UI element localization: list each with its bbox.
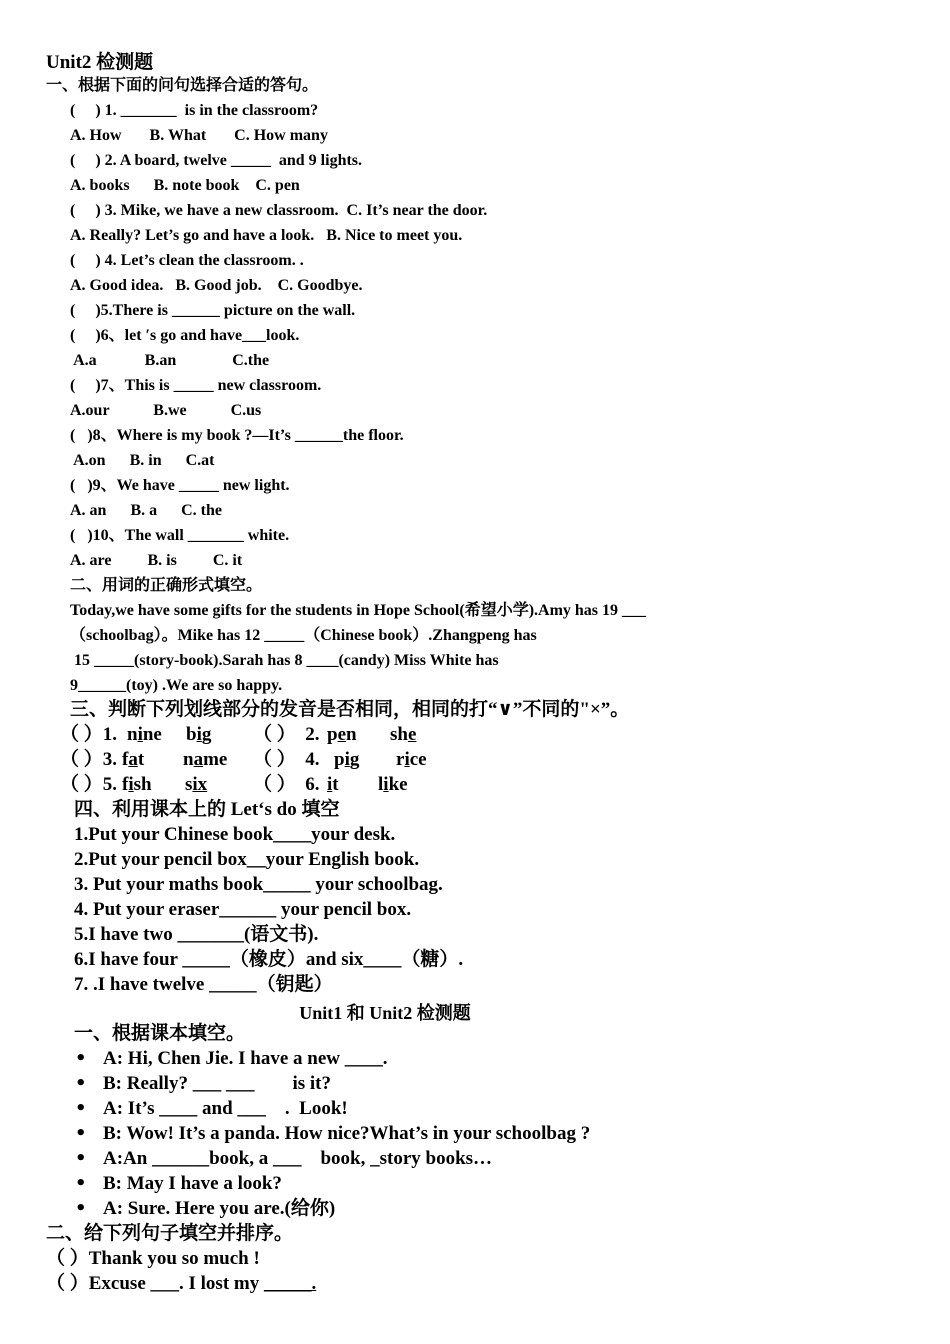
fill-line: 3. Put your maths book_____ your schoolbag. (74, 874, 443, 895)
question-line: ( )8、Where is my book ?—It’s ______the floor. (70, 427, 404, 444)
page-title: Unit2 检测题 (46, 52, 154, 73)
bullet-icon: • (75, 1198, 87, 1219)
options-line: A.on B. in C.at (70, 452, 215, 469)
bullet-icon: • (75, 1098, 87, 1119)
options-line: A. are B. is C. it (70, 552, 243, 569)
bullet-icon: • (75, 1048, 87, 1069)
ordering-line: （ ）Excuse ___. I lost my _____. (46, 1273, 317, 1294)
bullet-icon: • (75, 1123, 87, 1144)
question-line: ( ) 4. Let’s clean the classroom. . (70, 252, 304, 269)
fill-line: 2.Put your pencil box__your English book. (74, 849, 420, 870)
fill-line: 5.I have two _______(语文书). (74, 924, 319, 945)
bullet-icon: • (75, 1173, 87, 1194)
question-line: ( ) 1. _______ is in the classroom? (70, 102, 319, 119)
phonics-word: six (185, 774, 208, 795)
bullet-icon: • (75, 1148, 87, 1169)
phonics-word: she (390, 724, 417, 745)
document-page: Unit2 检测题 一、根据下面的问句选择合适的答句。 ( ) 1. _______ is in the classroom? A. How B. What C. How many ( ) 2. A board, twelve _____ and 9 lights. A. books B. note book C. pen ( ) 3. Mike, we have a new classroom. C. It’s near the door. A. Really? Let’s go and have a look. B. Nice to meet you. ( ) 4. Let’s clean the classroom. . A. Good idea. B. Good job. C. Goodbye. ( )5.There is ______ picture on the wall. ( )6、let ′s go and have___look. A.a B.an C.the ( )7、This is _____ new classroom. A.our B.we C.us ( )8、Where is my book ?—It’s ______the floor. A.on B. in C.at ( )9、We have _____ new light. A. an B. a C. the ( )10、The wall _______ white. A. are B. is C. it 二、用词的正确形式填空。 Today,we have some gifts for the students in Hope School(希望小学).Amy has 19 ___ （schoolbag）。Mike has 12 _____（Chinese book）.Zhangpeng has 15 _____(story-book).Sarah has 8 ____(candy) Miss White has 9______(toy) .We are so happy. 三、判断下列划线部分的发音是否相同，相同的打“∨”不同的"×”。 （ ）1. nine big （ ） 2. pen she （ ）3. fat name （ ） 4. pig rice （ ）5. fish six （ ） 6. it like 四、利用课本上的 Let‘s do 填空 1.Put your Chinese book____your desk. 2.Put your pencil box__your English book. 3. Put your maths book_____ your schoolbag. 4. Put your eraser______ your pencil box. 5.I have two _______(语文书). 6.I have four _____（橡皮）and six____（糖）. 7. .I have twelve _____（钥匙） Unit1 和 Unit2 检测题 一、根据课本填空。 • A: Hi, Chen Jie. I have a new ____. • B: Really? ___ ___ is it? • A: It’s ____ and ___ . Look! • B: Wow! It’s a panda. How nice?What’s in your schoolbag ? • A:An ______book, a ___ book, _story books… • B: May I have a look? • A: Sure. Here you are.(给你) 二、给下列句子填空并排序。 （ ）Thank you so much ! （ ）Excuse ___. I lost my _____. (0, 0, 950, 1344)
second-title: Unit1 和 Unit2 检测题 (299, 1003, 471, 1023)
phonics-word: name (183, 749, 228, 770)
part2-section-1-heading: 一、根据课本填空。 (74, 1023, 246, 1044)
section-3-heading: 三、判断下列划线部分的发音是否相同，相同的打“∨”不同的"×”。 (70, 699, 630, 720)
question-line: ( ) 3. Mike, we have a new classroom. C. It’s near the door. (70, 202, 488, 219)
phonics-word: nine (127, 724, 162, 745)
section-2-heading: 二、用词的正确形式填空。 (70, 577, 263, 594)
phonics-word: like (378, 774, 408, 795)
question-line: ( )6、let ′s go and have___look. (70, 327, 300, 344)
section-1-heading: 一、根据下面的问句选择合适的答句。 (46, 77, 319, 94)
fill-line: 7. .I have twelve _____（钥匙） (74, 974, 333, 995)
fill-line: 1.Put your Chinese book____your desk. (74, 824, 396, 845)
options-line: A.our B.we C.us (70, 402, 262, 419)
phonics-word: it (327, 774, 339, 795)
question-line: ( ) 2. A board, twelve _____ and 9 lights. (70, 152, 363, 169)
question-line: ( )5.There is ______ picture on the wall. (70, 302, 356, 319)
question-line: ( )7、This is _____ new classroom. (70, 377, 322, 394)
bullet-icon: • (75, 1073, 87, 1094)
options-line: A. books B. note book C. pen (70, 177, 300, 194)
question-line: ( )10、The wall _______ white. (70, 527, 290, 544)
phonics-word: rice (396, 749, 427, 770)
paragraph-line: 15 _____(story-book).Sarah has 8 ____(candy) Miss White has (70, 652, 499, 669)
phonics-word: fat (122, 749, 145, 770)
options-line: A. How B. What C. How many (70, 127, 328, 144)
options-line: A.a B.an C.the (70, 352, 270, 369)
phonics-word: pen (327, 724, 357, 745)
part2-section-2-heading: 二、给下列句子填空并排序。 (46, 1223, 294, 1244)
section-4-heading: 四、利用课本上的 Let‘s do 填空 (74, 799, 340, 820)
options-line: A. Good idea. B. Good job. C. Goodbye. (70, 277, 363, 294)
options-line: A. Really? Let’s go and have a look. B. Nice to meet you. (70, 227, 463, 244)
phonics-word: big (186, 724, 212, 745)
paragraph-line: 9______(toy) .We are so happy. (70, 677, 283, 694)
fill-line: 6.I have four _____（橡皮）and six____（糖）. (74, 949, 464, 970)
phonics-word: pig (334, 749, 360, 770)
paragraph-line: Today,we have some gifts for the students in Hope School(希望小学).Amy has 19 ___ (70, 602, 647, 619)
paragraph-line: （schoolbag）。Mike has 12 _____（Chinese book）.Zhangpeng has (70, 627, 537, 644)
question-line: ( )9、We have _____ new light. (70, 477, 290, 494)
options-line: A. an B. a C. the (70, 502, 223, 519)
ordering-line: （ ）Thank you so much ! (46, 1248, 260, 1269)
phonics-word: fish (122, 774, 152, 795)
fill-line: 4. Put your eraser______ your pencil box. (74, 899, 412, 920)
